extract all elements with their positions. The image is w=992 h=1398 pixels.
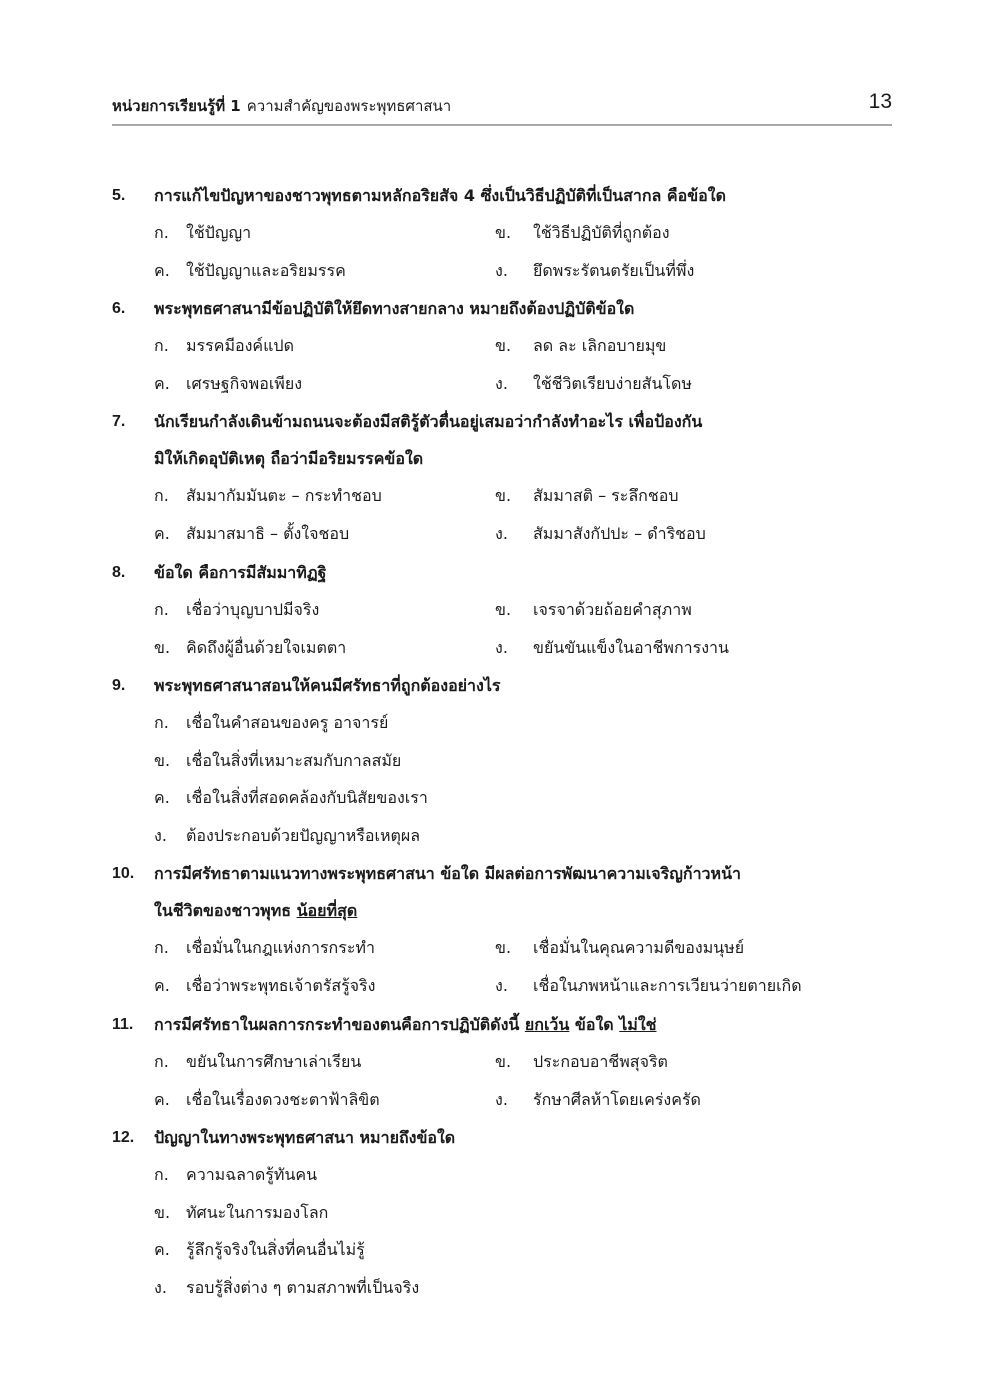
option-d[interactable] <box>495 365 902 403</box>
option-label: ก. <box>154 600 169 619</box>
option-a[interactable] <box>154 1156 902 1194</box>
option-label: ก. <box>154 336 169 355</box>
option-b[interactable] <box>495 327 902 365</box>
option-label: ง. <box>495 637 508 657</box>
option-a[interactable] <box>154 327 495 365</box>
option-c[interactable] <box>154 515 495 553</box>
option-text: สัมมาสติ – ระลึกชอบ <box>533 486 679 505</box>
option-a[interactable] <box>154 704 902 742</box>
option-label: ง. <box>495 373 508 393</box>
question-stem: ข้อใด คือการมีสัมมาทิฏฐิ <box>154 563 327 582</box>
option-label: ค. <box>154 1240 170 1259</box>
option-a[interactable] <box>154 214 495 252</box>
question-7 <box>112 403 902 552</box>
option-label: ง. <box>154 825 167 845</box>
option-text: รักษาศีลห้าโดยเคร่งครัด <box>533 1089 701 1109</box>
option-text: เจรจาด้วยถ้อยคำสุภาพ <box>533 600 692 619</box>
option-c[interactable] <box>154 967 495 1005</box>
option-a[interactable] <box>154 1043 495 1081</box>
header-divider <box>112 124 892 126</box>
question-6 <box>112 290 902 402</box>
page-number: 13 <box>868 90 892 113</box>
option-text: คิดถึงผู้อื่นด้วยใจเมตตา <box>186 637 347 657</box>
stem-emphasis-not: ไม่ใช่ <box>619 1015 657 1034</box>
stem-emphasis: น้อยที่สุด <box>296 901 358 920</box>
question-number: 7. <box>112 413 126 430</box>
question-number: 6. <box>112 300 126 317</box>
question-stem: ปัญญาในทางพระพุทธศาสนา หมายถึงข้อใด <box>154 1128 456 1147</box>
option-label: ค. <box>154 260 170 280</box>
option-label: ค. <box>154 975 170 995</box>
option-c[interactable] <box>154 1231 902 1269</box>
stem-mid: ข้อใด <box>569 1015 620 1034</box>
question-number: 12. <box>112 1129 135 1146</box>
option-label: ข. <box>495 938 512 957</box>
option-c[interactable] <box>154 779 902 817</box>
option-b[interactable] <box>495 477 902 515</box>
option-b[interactable] <box>154 742 902 780</box>
option-label: ข. <box>495 600 512 619</box>
option-c[interactable] <box>154 365 495 403</box>
option-text: สัมมากัมมันตะ – กระทำชอบ <box>186 486 382 505</box>
stem-text: การมีศรัทธาในผลการกระทำของตนคือการปฏิบัติดังนี้ <box>154 1015 525 1034</box>
option-label: ก. <box>154 713 169 732</box>
option-text: มรรคมีองค์แปด <box>186 336 294 355</box>
stem-emphasis-except: ยกเว้น <box>524 1015 570 1034</box>
option-a[interactable] <box>154 591 495 629</box>
option-d[interactable] <box>154 817 902 855</box>
option-b[interactable] <box>495 1043 902 1081</box>
option-d[interactable] <box>495 967 902 1005</box>
question-10 <box>112 855 902 1004</box>
option-text: สัมมาสังกัปปะ – ดำริชอบ <box>533 523 706 543</box>
option-text: ทัศนะในการมองโลก <box>186 1202 329 1222</box>
option-text: เชื่อในภพหน้าและการเวียนว่ายตายเกิด <box>533 975 802 995</box>
option-label: ง. <box>495 260 508 280</box>
question-stem <box>154 403 902 477</box>
option-c[interactable] <box>154 629 495 667</box>
option-label: ค. <box>154 1089 170 1109</box>
option-label: ข. <box>154 637 171 657</box>
question-number: 8. <box>112 564 126 581</box>
option-label: ข. <box>154 750 171 770</box>
option-text: เชื่อว่าบุญบาปมีจริง <box>186 600 320 619</box>
option-label: ง. <box>495 975 508 995</box>
option-text: สัมมาสมาธิ – ตั้งใจชอบ <box>186 523 350 543</box>
option-c[interactable] <box>154 1081 495 1119</box>
option-label: ค. <box>154 788 170 807</box>
option-text: ยึดพระรัตนตรัยเป็นที่พึ่ง <box>533 260 695 280</box>
question-11 <box>112 1006 902 1118</box>
option-text: รู้ลึกรู้จริงในสิ่งที่คนอื่นไม่รู้ <box>186 1240 365 1259</box>
option-label: ก. <box>154 938 169 957</box>
option-text: ขยันขันแข็งในอาชีพการงาน <box>533 637 729 657</box>
option-text: เชื่อในเรื่องดวงชะตาฟ้าลิขิต <box>186 1089 380 1109</box>
option-b[interactable] <box>495 591 902 629</box>
option-b[interactable] <box>495 214 902 252</box>
option-d[interactable] <box>154 1269 902 1307</box>
question-8 <box>112 554 902 666</box>
option-label: ข. <box>495 336 512 355</box>
option-label: ง. <box>154 1277 167 1297</box>
option-label: ค. <box>154 523 170 543</box>
stem-line-1: การมีศรัทธาตามแนวทางพระพุทธศาสนา ข้อใด มีผลต่อการพัฒนาความเจริญก้าวหน้า <box>154 864 741 883</box>
option-text: ใช้ปัญญาและอริยมรรค <box>186 260 346 280</box>
option-text: ใช้ปัญญา <box>186 223 252 242</box>
question-5 <box>112 177 902 289</box>
option-label: ก. <box>154 486 169 505</box>
option-d[interactable] <box>495 1081 902 1119</box>
option-d[interactable] <box>495 629 902 667</box>
option-label: ก. <box>154 223 169 242</box>
option-text: เชื่อว่าพระพุทธเจ้าตรัสรู้จริง <box>186 975 376 995</box>
option-a[interactable] <box>154 477 495 515</box>
stem-line-2: มิให้เกิดอุบัติเหตุ ถือว่ามีอริยมรรคข้อใด <box>154 449 424 468</box>
question-number: 9. <box>112 677 126 694</box>
option-label: ก. <box>154 1165 169 1184</box>
question-stem <box>154 855 902 929</box>
option-b[interactable] <box>154 1194 902 1232</box>
stem-line-1: นักเรียนกำลังเดินข้ามถนนจะต้องมีสติรู้ตัวตื่นอยู่เสมอว่ากำลังทำอะไร เพื่อป้องกัน <box>154 412 703 431</box>
option-text: ต้องประกอบด้วยปัญญาหรือเหตุผล <box>186 825 421 845</box>
question-number: 5. <box>112 187 126 204</box>
option-text: เชื่อมั่นในคุณความดีของมนุษย์ <box>533 938 745 957</box>
option-label: ก. <box>154 1052 169 1071</box>
page-header <box>112 90 892 122</box>
option-text: เชื่อมั่นในกฎแห่งการกระทำ <box>186 938 375 957</box>
option-text: รอบรู้สิ่งต่าง ๆ ตามสภาพที่เป็นจริง <box>186 1277 420 1297</box>
option-label: ข. <box>495 1052 512 1071</box>
stem-line-2: ในชีวิตของชาวพุทธ <box>154 901 297 920</box>
option-text: ลด ละ เลิกอบายมุข <box>533 336 667 355</box>
question-12 <box>112 1119 902 1306</box>
option-d[interactable] <box>495 252 902 290</box>
option-text: เชื่อในสิ่งที่เหมาะสมกับกาลสมัย <box>186 750 402 770</box>
question-number: 10. <box>112 865 135 882</box>
option-text: ใช้ชีวิตเรียบง่ายสันโดษ <box>533 373 692 393</box>
question-number: 11. <box>112 1016 134 1033</box>
option-text: เศรษฐกิจพอเพียง <box>186 373 303 393</box>
option-b[interactable] <box>495 929 902 967</box>
option-text: ความฉลาดรู้ทันคน <box>186 1165 318 1184</box>
option-label: ง. <box>495 523 508 543</box>
question-9 <box>112 667 902 854</box>
option-c[interactable] <box>154 252 495 290</box>
option-text: ประกอบอาชีพสุจริต <box>533 1052 668 1071</box>
option-label: ง. <box>495 1089 508 1109</box>
option-label: ข. <box>495 486 512 505</box>
option-label: ข. <box>154 1202 171 1222</box>
question-stem: การแก้ไขปัญหาของชาวพุทธตามหลักอริยสัจ 4 ซึ่งเป็นวิธีปฏิบัติที่เป็นสากล คือข้อใด <box>154 186 726 205</box>
option-text: ใช้วิธีปฏิบัติที่ถูกต้อง <box>533 223 670 242</box>
option-text: ขยันในการศึกษาเล่าเรียน <box>186 1052 362 1071</box>
option-text: เชื่อในคำสอนของครู อาจารย์ <box>186 713 389 732</box>
unit-label: หน่วยการเรียนรู้ที่ 1 <box>112 97 241 115</box>
option-text: เชื่อในสิ่งที่สอดคล้องกับนิสัยของเรา <box>186 788 428 807</box>
question-stem: พระพุทธศาสนามีข้อปฏิบัติให้ยึดทางสายกลาง หมายถึงต้องปฏิบัติข้อใด <box>154 299 635 318</box>
option-d[interactable] <box>495 515 902 553</box>
question-stem <box>154 1006 902 1043</box>
option-label: ค. <box>154 373 170 393</box>
question-stem: พระพุทธศาสนาสอนให้คนมีศรัทธาที่ถูกต้องอย่างไร <box>154 676 501 695</box>
option-label: ข. <box>495 223 512 242</box>
option-a[interactable] <box>154 929 495 967</box>
chapter-title: ความสำคัญของพระพุทธศาสนา <box>246 97 452 115</box>
